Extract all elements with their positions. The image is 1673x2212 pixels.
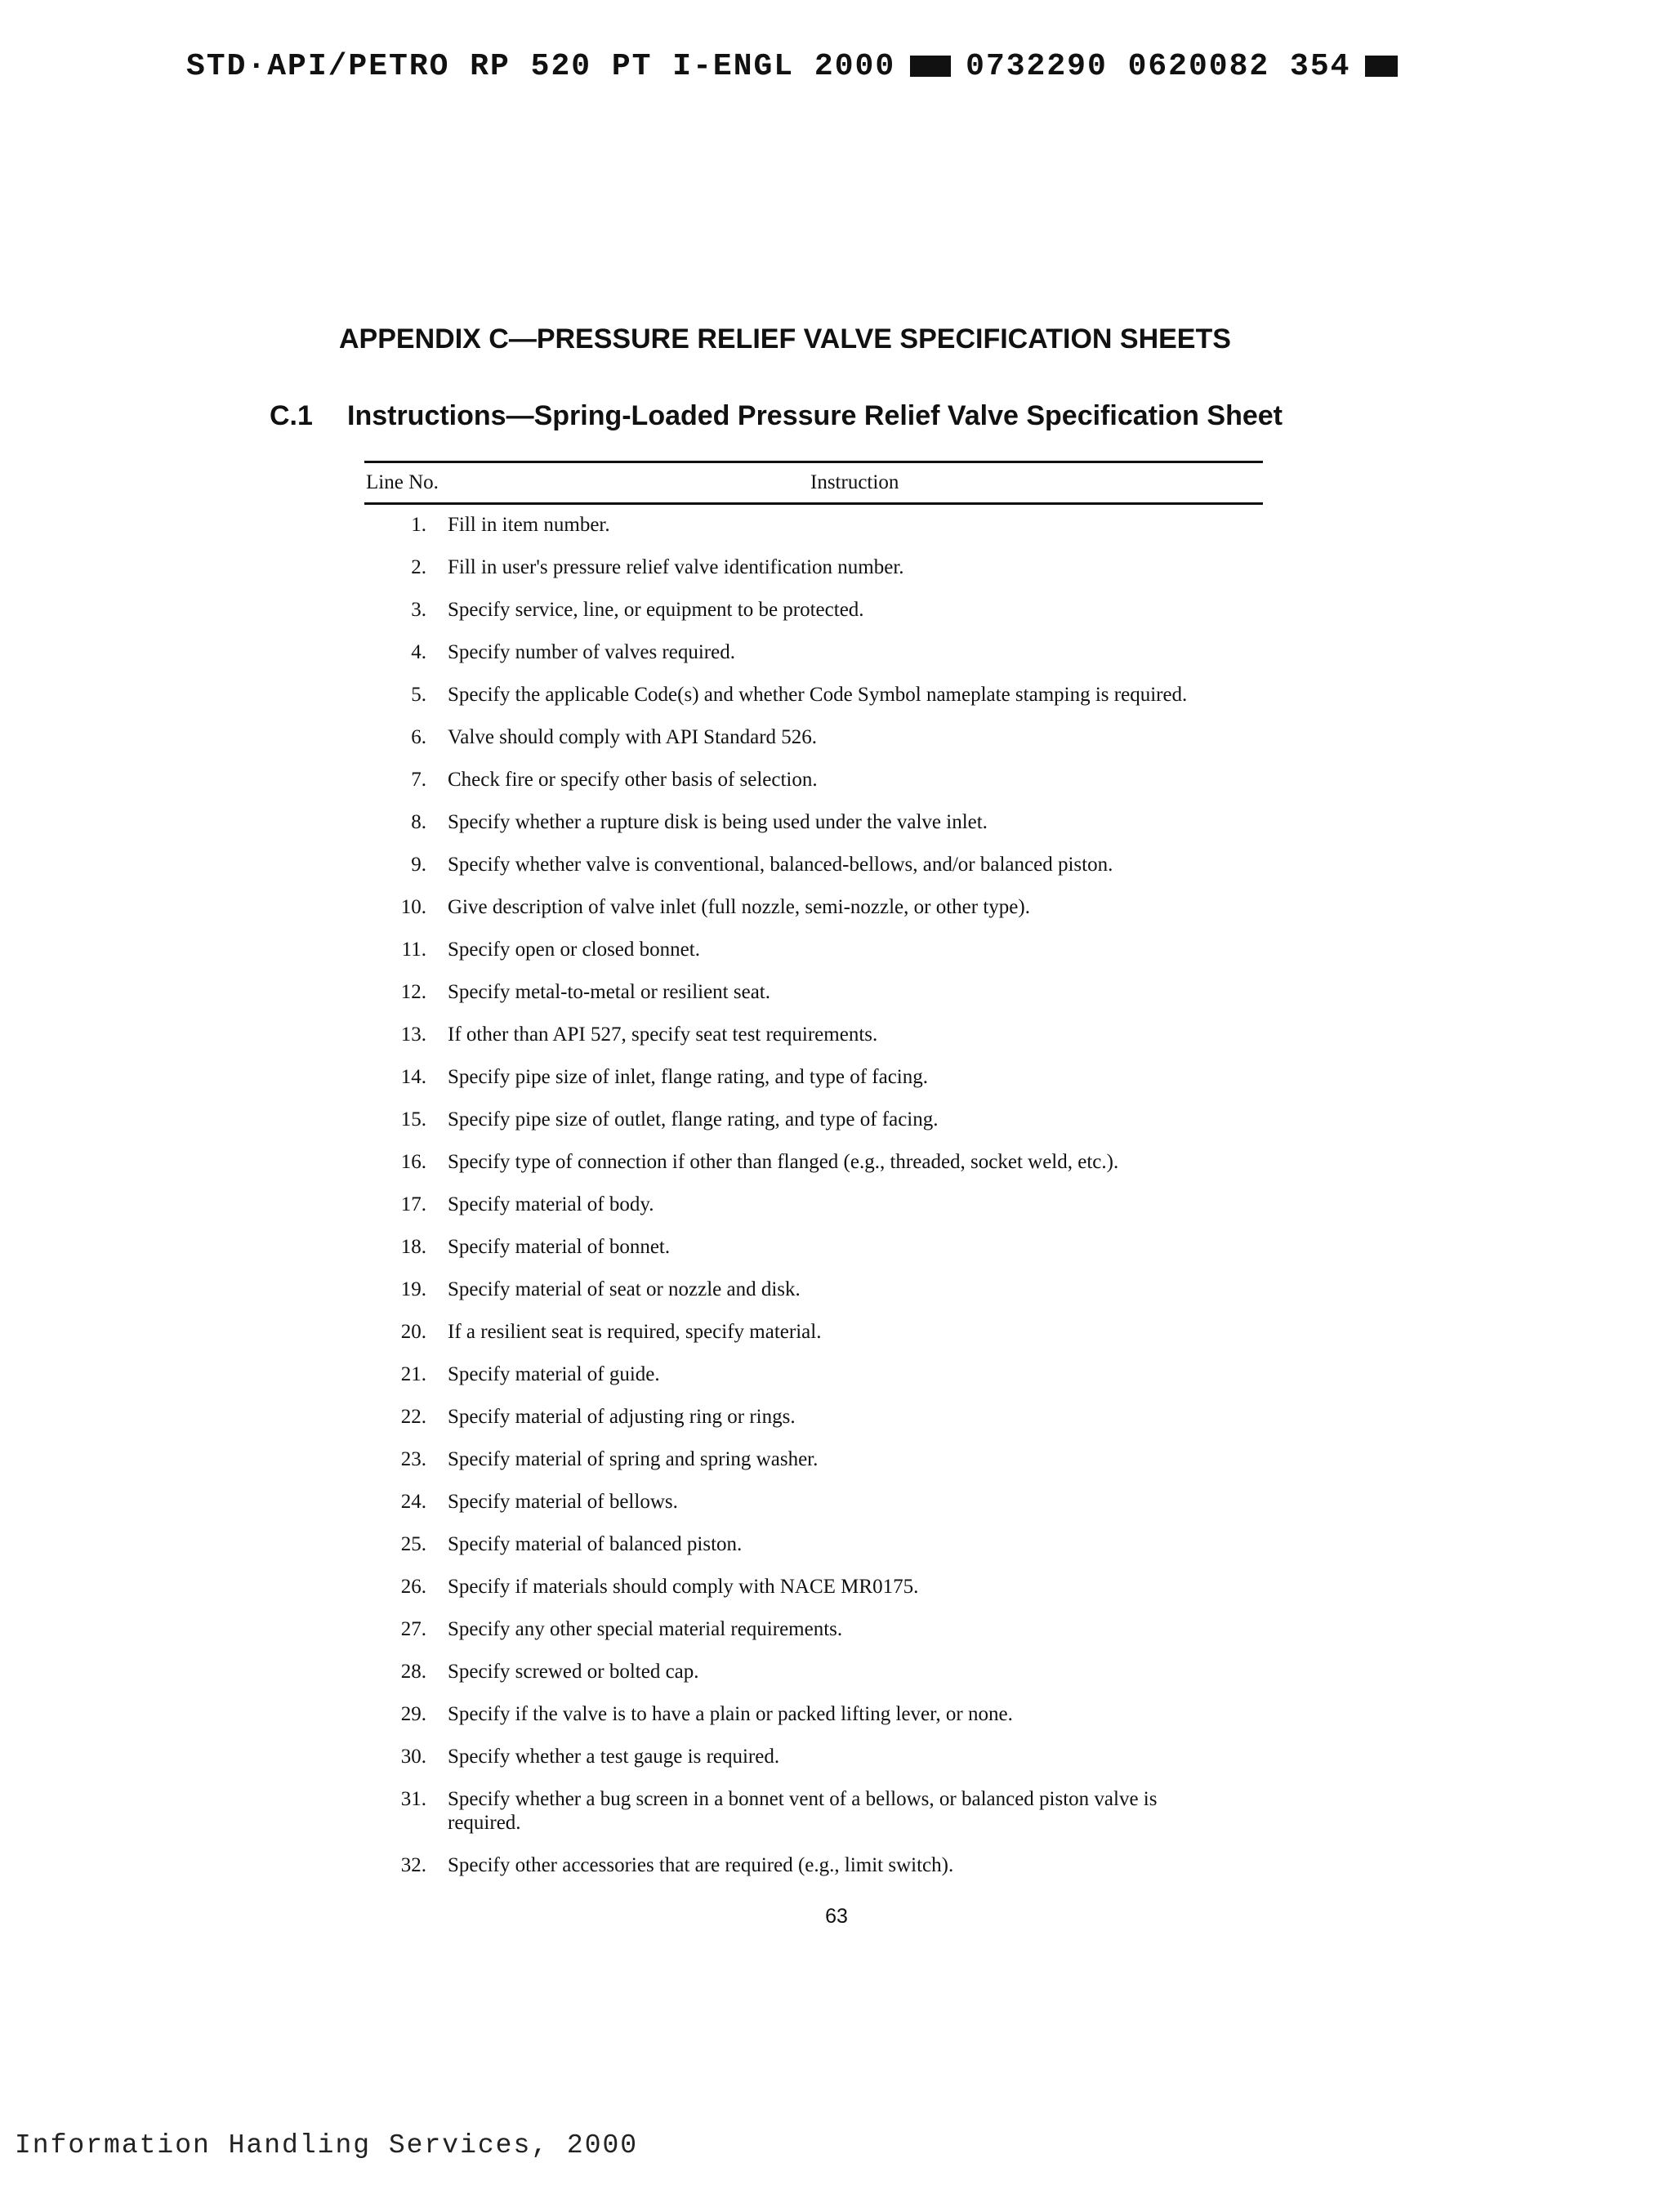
column-header-line-no: Line No. — [366, 471, 439, 493]
line-number: 9. — [411, 854, 426, 876]
line-number: 23. — [400, 1448, 426, 1470]
line-number: 24. — [400, 1491, 426, 1513]
instruction-text: Specify other accessories that are required (e.g., limit switch). — [448, 1854, 954, 1876]
instruction-text: Specify whether a bug screen in a bonnet vent of a bellows, or balanced piston valve is required. — [448, 1788, 1158, 1834]
line-number: 4. — [411, 641, 426, 663]
line-number: 21. — [400, 1363, 426, 1385]
instruction-text: Valve should comply with API Standard 526. — [448, 726, 818, 748]
instruction-text: If other than API 527, specify seat test requirements. — [448, 1023, 878, 1046]
line-number: 22. — [400, 1406, 426, 1428]
table-row — [364, 1532, 1263, 1575]
line-number: 18. — [400, 1236, 426, 1258]
line-number: 7. — [411, 769, 426, 791]
instruction-text: Specify material of guide. — [448, 1363, 660, 1385]
instruction-text: If a resilient seat is required, specify material. — [448, 1321, 822, 1343]
table-row — [364, 1065, 1263, 1108]
table-header-rule — [364, 502, 1263, 505]
instruction-text: Specify pipe size of outlet, flange rating, and type of facing. — [448, 1108, 939, 1131]
table-row — [364, 640, 1263, 683]
line-number: 27. — [400, 1618, 426, 1640]
instruction-text: Specify any other special material requirements. — [448, 1618, 843, 1640]
line-number: 29. — [400, 1703, 426, 1725]
table-row — [364, 555, 1263, 598]
instruction-text: Specify material of seat or nozzle and disk. — [448, 1278, 801, 1300]
redaction-block — [1365, 56, 1398, 77]
table-row — [364, 1575, 1263, 1617]
section-title — [270, 400, 1283, 432]
instruction-text: Specify if the valve is to have a plain or packed lifting lever, or none. — [448, 1703, 1013, 1725]
redaction-block — [910, 56, 951, 77]
table-row — [364, 1150, 1263, 1193]
instruction-list — [364, 513, 1263, 1896]
document-code-suffix: 354 — [1290, 49, 1351, 84]
table-row — [364, 1490, 1263, 1532]
instruction-text: Specify type of connection if other than flanged (e.g., threaded, socket weld, etc.). — [448, 1151, 1119, 1173]
page-number: 63 — [825, 1905, 848, 1928]
appendix-title: APPENDIX C—PRESSURE RELIEF VALVE SPECIFICATION SHEETS — [339, 323, 1231, 355]
table-row — [364, 1278, 1263, 1320]
table-row — [364, 1702, 1263, 1745]
instruction-text: Specify pipe size of inlet, flange rating, and type of facing. — [448, 1066, 928, 1088]
table-row — [364, 725, 1263, 768]
line-number: 8. — [411, 811, 426, 833]
table-row — [364, 683, 1263, 725]
line-number: 32. — [400, 1854, 426, 1876]
table-row — [364, 980, 1263, 1023]
table-row — [364, 768, 1263, 810]
table-row — [364, 1853, 1263, 1896]
instruction-text: Specify material of adjusting ring or rings. — [448, 1406, 796, 1428]
document-header — [186, 49, 1398, 84]
instruction-text: Specify whether a rupture disk is being used under the valve inlet. — [448, 811, 988, 833]
document-id: STD·API/PETRO RP 520 PT I-ENGL 2000 — [186, 49, 896, 84]
instruction-text: Specify metal-to-metal or resilient seat. — [448, 981, 770, 1003]
table-row — [364, 895, 1263, 938]
column-header-instruction: Instruction — [810, 471, 899, 493]
instruction-table — [364, 461, 1263, 1896]
instruction-text: Specify material of bellows. — [448, 1491, 678, 1513]
table-row — [364, 853, 1263, 895]
line-number: 11. — [401, 939, 426, 961]
table-row — [364, 1447, 1263, 1490]
table-row — [364, 810, 1263, 853]
instruction-text: Specify material of body. — [448, 1193, 654, 1215]
table-row — [364, 1023, 1263, 1065]
table-row — [364, 1235, 1263, 1278]
line-number: 1. — [411, 514, 426, 536]
line-number: 16. — [400, 1151, 426, 1173]
line-number: 15. — [400, 1108, 426, 1131]
table-row — [364, 598, 1263, 640]
instruction-text: Check fire or specify other basis of selection. — [448, 769, 818, 791]
line-number: 19. — [400, 1278, 426, 1300]
instruction-text: Fill in item number. — [448, 514, 610, 536]
instruction-text: Fill in user's pressure relief valve identification number. — [448, 556, 904, 578]
instruction-text: Specify service, line, or equipment to be protected. — [448, 599, 864, 621]
table-header — [364, 463, 1263, 502]
line-number: 2. — [411, 556, 426, 578]
instruction-text: Give description of valve inlet (full nozzle, semi-nozzle, or other type). — [448, 896, 1030, 918]
instruction-text: Specify material of spring and spring washer. — [448, 1448, 819, 1470]
table-row — [364, 1108, 1263, 1150]
footer-attribution: Information Handling Services, 2000 — [15, 2130, 639, 2161]
instruction-text: Specify screwed or bolted cap. — [448, 1661, 699, 1683]
table-row — [364, 513, 1263, 555]
line-number: 13. — [400, 1023, 426, 1046]
instruction-text: Specify material of bonnet. — [448, 1236, 671, 1258]
line-number: 12. — [400, 981, 426, 1003]
instruction-text: Specify if materials should comply with NACE MR0175. — [448, 1576, 919, 1598]
instruction-text: Specify number of valves required. — [448, 641, 735, 663]
table-row — [364, 1405, 1263, 1447]
table-row — [364, 1193, 1263, 1235]
line-number: 31. — [400, 1788, 426, 1810]
section-title-text: Instructions—Spring-Loaded Pressure Relief Valve Specification Sheet — [347, 400, 1283, 431]
table-row — [364, 1617, 1263, 1660]
line-number: 25. — [400, 1533, 426, 1555]
document-code: 0732290 0620082 — [966, 49, 1270, 84]
instruction-text: Specify whether a test gauge is required. — [448, 1746, 780, 1768]
line-number: 3. — [411, 599, 426, 621]
instruction-text: Specify the applicable Code(s) and whether Code Symbol nameplate stamping is required. — [448, 684, 1188, 706]
table-row — [364, 1787, 1263, 1853]
line-number: 10. — [400, 896, 426, 918]
table-row — [364, 1745, 1263, 1787]
line-number: 30. — [400, 1746, 426, 1768]
table-row — [364, 1320, 1263, 1362]
instruction-text: Specify open or closed bonnet. — [448, 939, 700, 961]
table-row — [364, 1362, 1263, 1405]
instruction-text: Specify whether valve is conventional, balanced-bellows, and/or balanced piston. — [448, 854, 1113, 876]
line-number: 28. — [400, 1661, 426, 1683]
table-row — [364, 938, 1263, 980]
section-number: C.1 — [270, 400, 313, 431]
line-number: 17. — [400, 1193, 426, 1215]
line-number: 14. — [400, 1066, 426, 1088]
table-row — [364, 1660, 1263, 1702]
line-number: 6. — [411, 726, 426, 748]
line-number: 26. — [400, 1576, 426, 1598]
instruction-text: Specify material of balanced piston. — [448, 1533, 743, 1555]
line-number: 5. — [411, 684, 426, 706]
line-number: 20. — [400, 1321, 426, 1343]
